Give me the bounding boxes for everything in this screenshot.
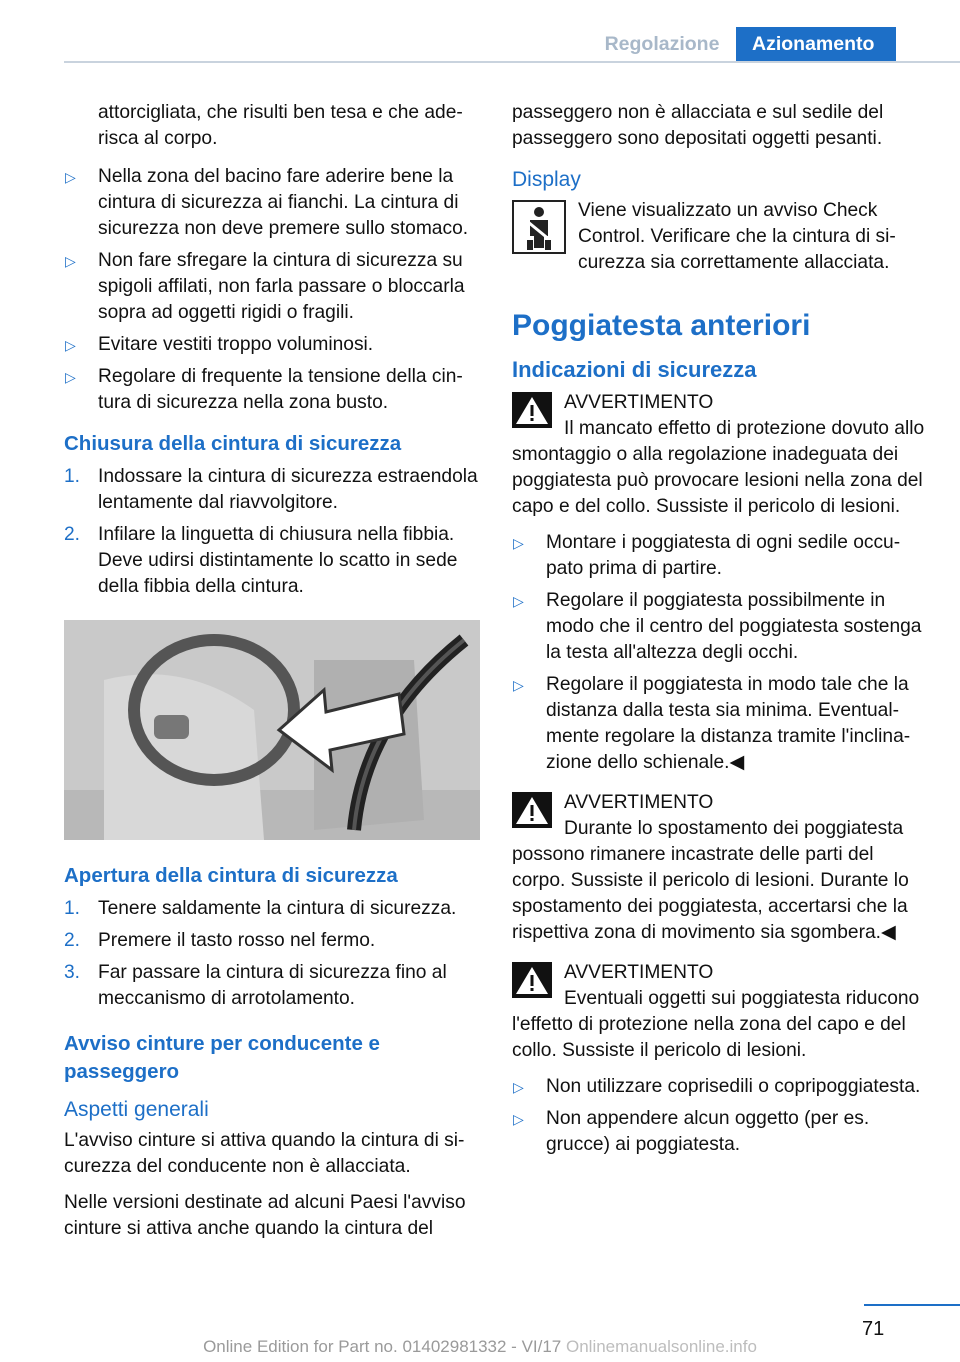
step-number: 1. bbox=[64, 466, 81, 487]
warning-triangle-icon bbox=[512, 962, 552, 998]
list-item: ▷ Regolare il poggiatesta in modo tale che la distanza dalla testa sia minima. Eventualmente regolare la distanza tramite l'inclinazione dello schienale.◀ bbox=[512, 672, 926, 776]
list-item: ▷ Non appendere alcun oggetto (per es. grucce) ai poggiatesta. bbox=[512, 1106, 926, 1158]
continued-text: attorcigliata, che risulti ben tesa e che aderisca al corpo. bbox=[98, 102, 463, 149]
heading-fasten-belt: Chiusura della cintura di sicurezza bbox=[64, 432, 402, 455]
page-number: 71 bbox=[862, 1318, 885, 1340]
step-item bbox=[64, 522, 480, 600]
step-text: Indossare la cintura di sicurezza estraendola lentamente dal riavvolgitore. bbox=[98, 466, 478, 513]
warning-block bbox=[512, 390, 926, 520]
watermark: Onlinemanualsonline.info bbox=[566, 1337, 757, 1356]
right-column bbox=[512, 100, 926, 1164]
heading-safety: Indicazioni di sicurezza bbox=[512, 357, 757, 382]
warning-label: AVVERTIMENTO bbox=[512, 960, 926, 986]
step-text: Tenere saldamente la cintura di sicurezza. bbox=[98, 898, 457, 919]
warning-label: AVVERTIMENTO bbox=[512, 790, 926, 816]
warning-text: Il mancato effetto di protezione dovuto allo smontaggio o alla regolazione inadeguata dei poggiatesta può provocare lesioni nella zona del capo e del collo. Sussiste il pericolo di lesioni. bbox=[512, 418, 925, 517]
list-item: ▷ Regolare di frequente la tensione della cintura di sicurezza nella zona busto. bbox=[64, 364, 480, 416]
tab-azionamento[interactable]: Azionamento bbox=[736, 27, 896, 61]
header-rule bbox=[64, 61, 960, 63]
seatbelt-warning-icon bbox=[512, 200, 566, 254]
heading-display: Display bbox=[512, 168, 581, 191]
step-item bbox=[64, 896, 480, 922]
heading-general: Aspetti generali bbox=[64, 1098, 209, 1121]
seatbelt-photo bbox=[64, 620, 480, 840]
header-tabs bbox=[588, 27, 896, 61]
warning-triangle-icon bbox=[512, 792, 552, 828]
step-item bbox=[64, 928, 480, 954]
step-item bbox=[64, 464, 480, 516]
heading-belt-reminder: Avviso cinture per conducente e passeggero bbox=[64, 1032, 380, 1083]
step-text: Infilare la linguetta di chiusura nella fibbia. Deve udirsi distintamente lo scatto in sede della fibbia della cintura. bbox=[98, 524, 458, 597]
paragraph: Nelle versioni destinate ad alcuni Paesi l'avviso cinture si attiva anche quando la cintura del bbox=[64, 1192, 466, 1239]
step-number: 2. bbox=[64, 930, 81, 951]
warning-block bbox=[512, 790, 926, 946]
tab-regolazione[interactable]: Regolazione bbox=[604, 33, 720, 55]
edition-text: Online Edition for Part no. 01402981332 - VI/17 bbox=[203, 1337, 562, 1356]
heading-headrests: Poggiatesta anteriori bbox=[512, 309, 811, 342]
display-notice bbox=[512, 198, 926, 278]
display-text: Viene visualizzato un avviso Check Control. Verificare che la cintura di sicurezza sia correttamente allacciata. bbox=[578, 200, 896, 273]
warning-text: Durante lo spostamento dei poggiatesta possono rimanere incastrate delle parti del corpo. Sussiste il pericolo di lesioni. Durante lo spostamento dei poggiatesta, accertarsi che la rispettiva zona di movimento sia sgombera.◀ bbox=[512, 818, 909, 943]
step-text: Far passare la cintura di sicurezza fino al meccanismo di arrotolamento. bbox=[98, 962, 447, 1009]
list-item: ▷ Non fare sfregare la cintura di sicurezza su spigoli affilati, non farla passare o bloccarla sopra ad oggetti rigidi o fragili. bbox=[64, 248, 480, 326]
list-item: ▷ Montare i poggiatesta di ogni sedile occupato prima di partire. bbox=[512, 530, 926, 582]
warning-triangle-icon bbox=[512, 392, 552, 428]
list-item: ▷ Non utilizzare coprisedili o copripoggiatesta. bbox=[512, 1074, 926, 1100]
paragraph: L'avviso cinture si attiva quando la cintura di sicurezza del conducente non è allacciata. bbox=[64, 1130, 465, 1177]
step-number: 2. bbox=[64, 524, 81, 545]
step-number: 3. bbox=[64, 962, 81, 983]
warning-text: Eventuali oggetti sui poggiatesta riducono l'effetto di protezione nella zona del capo e del collo. Sussiste il pericolo di lesioni. bbox=[512, 988, 920, 1061]
warning-label: AVVERTIMENTO bbox=[512, 390, 926, 416]
step-number: 1. bbox=[64, 898, 81, 919]
warning-block bbox=[512, 960, 926, 1064]
footer bbox=[0, 1334, 960, 1360]
step-item bbox=[64, 960, 480, 1012]
heading-open-belt: Apertura della cintura di sicurezza bbox=[64, 864, 398, 887]
left-column bbox=[64, 100, 480, 1252]
list-item: ▷ Regolare il poggiatesta possibilmente in modo che il centro del poggiatesta sostenga la testa all'altezza degli occhi. bbox=[512, 588, 926, 666]
list-item: ▷ Evitare vestiti troppo voluminosi. bbox=[64, 332, 480, 358]
footer-rule bbox=[864, 1304, 960, 1306]
list-item: ▷ Nella zona del bacino fare aderire bene la cintura di sicurezza ai fianchi. La cintura di sicurezza non deve premere sullo stomaco. bbox=[64, 164, 480, 242]
continued-text: passeggero non è allacciata e sul sedile del passeggero sono depositati oggetti pesanti. bbox=[512, 102, 884, 149]
step-text: Premere il tasto rosso nel fermo. bbox=[98, 930, 376, 951]
